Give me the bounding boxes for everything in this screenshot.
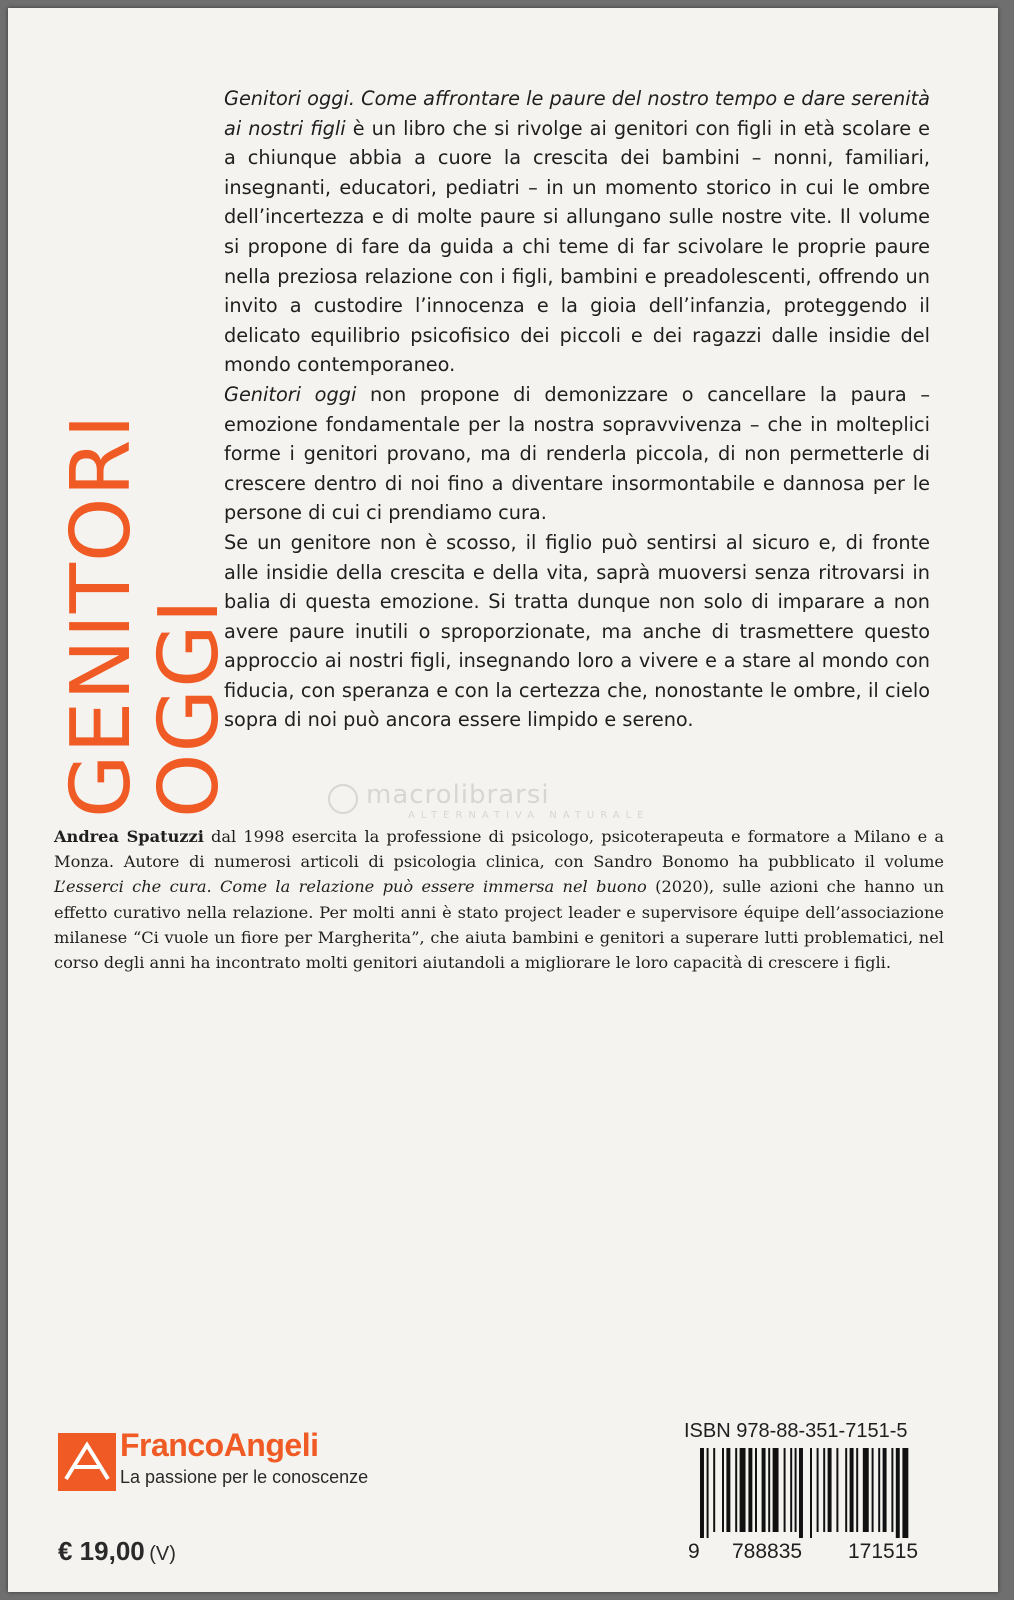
blurb-title-italic: Genitori oggi. Come affrontare le paure del nostro tempo e dare serenità ai nostri figli (224, 87, 930, 140)
bio-book-title: L’esserci che cura. Come la relazione può essere immersa nel buono (54, 877, 647, 897)
publisher-mark-icon (58, 1433, 116, 1491)
title-line-2: OGGI (142, 598, 237, 818)
blurb-p2-text: non propone di demonizzare o cancellare la paura – emozione fondamentale per la nostra sopravvivenza – che in molteplici forme i genitori provano, ma di renderla piccola, di non permetterle di crescere dentro di noi fino a diventare insormontabile e dannosa per le persone di cui ci prendiamo cura. (224, 382, 930, 525)
watermark-name: macrolibrarsi (366, 780, 550, 810)
vertical-title (54, 398, 238, 818)
book-blurb (224, 84, 930, 735)
title-line-1: GENITORI (54, 413, 149, 818)
publisher-name: FrancoAngeli (120, 1427, 319, 1463)
barcode (684, 1448, 944, 1538)
barcode-digit-first: 9 (688, 1540, 700, 1563)
back-cover (8, 8, 998, 1592)
blurb-paragraph-3: Se un genitore non è scosso, il figlio può sentirsi al sicuro e, di fronte alle insidie della crescita e della vita, saprà muoversi senza ritrovarsi in balia di questa emozione. Si tratta dunque non solo di imparare a non avere paure inutili o sproporzionate, ma anche di trasmettere questo approccio ai nostri figli, insegnando loro a vivere e a stare al mondo con fiducia, con speranza e con la certezza che, nonostante le ombre, il cielo sopra di noi può ancora essere limpido e sereno. (224, 530, 930, 732)
author-name: Andrea Spatuzzi (54, 827, 204, 846)
blurb-title-italic-2: Genitori oggi (224, 382, 357, 406)
barcode-digits-group-1: 788835 (732, 1540, 803, 1563)
price-amount: € 19,00 (58, 1536, 145, 1566)
author-bio-paragraph (54, 824, 944, 975)
isbn-label: ISBN 978-88-351-7151-5 (684, 1420, 908, 1442)
blurb-paragraph-2 (224, 380, 930, 528)
bio-text-2: (2020), sulle azioni che hanno un effetto curativo nella relazione. Per molti anni è stato project leader e supervisore équipe dell’associazione milanese “Ci vuole un fiore per Margherita”, che aiuta bambini e genitori a superare lutti problematici, nel corso degli anni ha incontrato molti genitori aiutandoli a migliorare le loro capacità di crescere i figli. (54, 877, 944, 973)
blurb-p1-text: è un libro che si rivolge ai genitori con figli in età scolare e a chiunque abbia a cuore la crescita dei bambini – nonni, familiari, insegnanti, educatori, pediatri – in un momento storico in cui le ombre dell’incertezza e di molte paure si allungano sulle nostre vite. Il volume si propone di fare da guida a chi teme di far scivolare le proprie paure nella preziosa relazione con i figli, bambini e preadolescenti, offrendo un invito a custodire l’innocenza e la gioia dell’infanzia, proteggendo il delicato equilibrio psicofisico dei piccoli e dei ragazzi dalle insidie del mondo contemporaneo. (224, 116, 930, 377)
price (58, 1536, 176, 1567)
price-vat: (V) (149, 1543, 176, 1565)
bio-text-1: dal 1998 esercita la professione di psicologo, psicoterapeuta e formatore a Milano e a Monza. Autore di numerosi articoli di psicologia clinica, con Sandro Bonomo ha pubblicato il volume (54, 827, 944, 872)
publisher-logo (58, 1423, 378, 1493)
watermark-logo-icon (328, 784, 358, 814)
blurb-paragraph-1 (224, 84, 930, 380)
watermark (328, 780, 708, 824)
author-bio (54, 824, 944, 975)
barcode-digits-group-2: 171515 (848, 1540, 919, 1563)
publisher-tagline: La passione per le conoscenze (120, 1467, 369, 1487)
watermark-tagline: ALTERNATIVA NATURALE (408, 810, 650, 821)
